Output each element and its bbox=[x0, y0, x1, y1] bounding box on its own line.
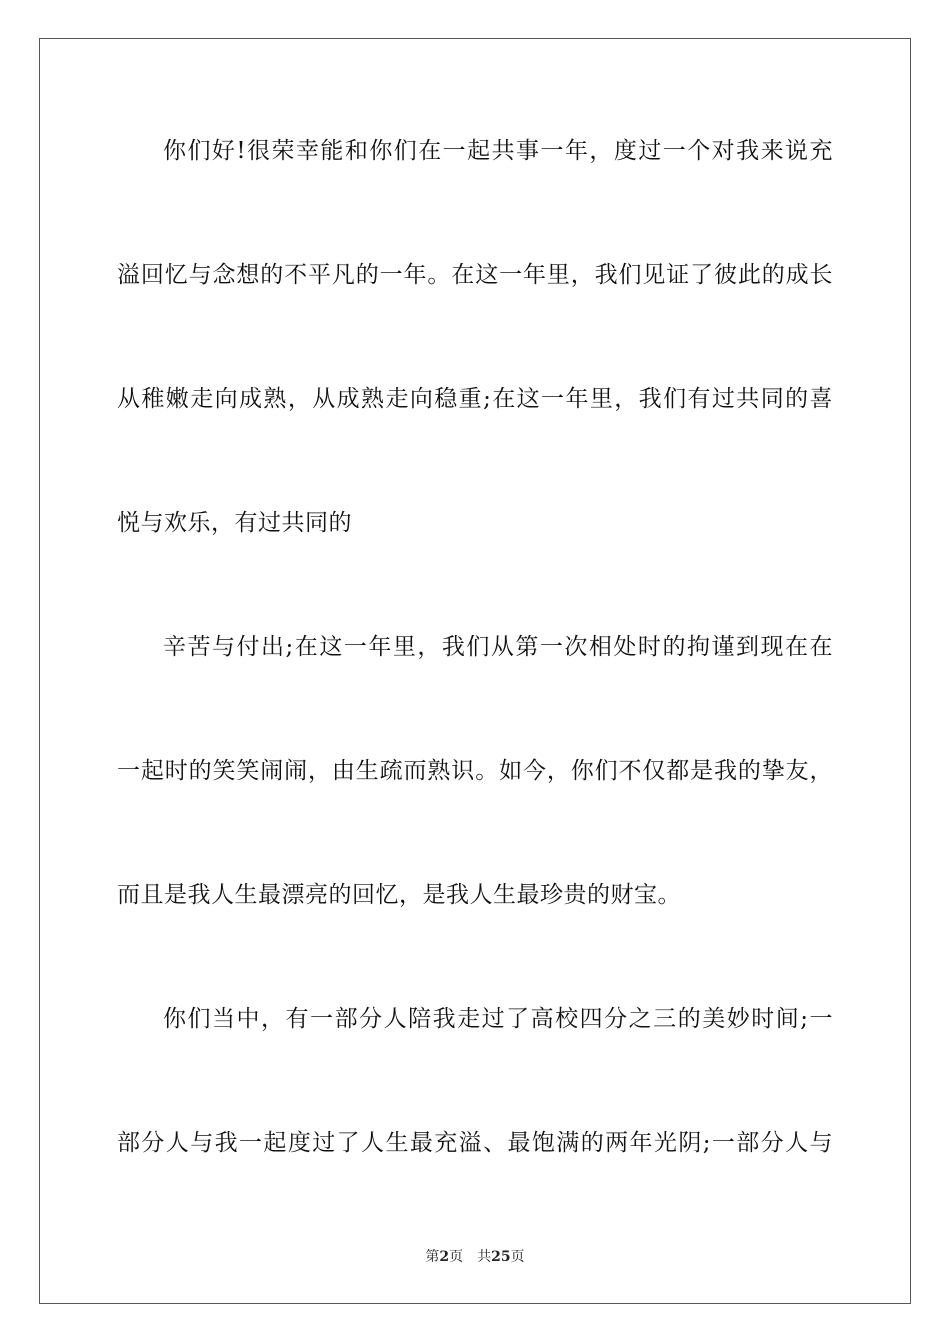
page-number: 2 bbox=[439, 1249, 450, 1265]
page-footer bbox=[0, 1248, 950, 1266]
paragraph-line: 从稚嫩走向成熟，从成熟走向稳重;在这一年里，我们有过共同的喜 bbox=[117, 386, 833, 412]
paragraph-line: 你们好!很荣幸能和你们在一起共事一年，度过一个对我来说充 bbox=[163, 138, 833, 164]
page-border bbox=[39, 38, 911, 1304]
paragraph-line: 溢回忆与念想的不平凡的一年。在这一年里，我们见证了彼此的成长 bbox=[117, 262, 833, 288]
paragraph-line: 辛苦与付出;在这一年里，我们从第一次相处时的拘谨到现在在 bbox=[163, 634, 833, 660]
total-prefix: 共 bbox=[477, 1249, 492, 1265]
paragraph-line: 你们当中，有一部分人陪我走过了高校四分之三的美妙时间;一 bbox=[163, 1006, 833, 1032]
paragraph-line: 悦与欢乐，有过共同的 bbox=[117, 510, 352, 536]
page-suffix: 页 bbox=[449, 1249, 464, 1265]
total-suffix: 页 bbox=[510, 1249, 525, 1265]
paragraph-line: 一起时的笑笑闹闹，由生疏而熟识。如今，你们不仅都是我的挚友， bbox=[117, 758, 833, 784]
page-prefix: 第 bbox=[425, 1249, 440, 1265]
total-pages: 25 bbox=[491, 1249, 511, 1265]
paragraph-line: 部分人与我一起度过了人生最充溢、最饱满的两年光阴;一部分人与 bbox=[117, 1130, 833, 1156]
paragraph-line: 而且是我人生最漂亮的回忆，是我人生最珍贵的财宝。 bbox=[117, 882, 681, 908]
